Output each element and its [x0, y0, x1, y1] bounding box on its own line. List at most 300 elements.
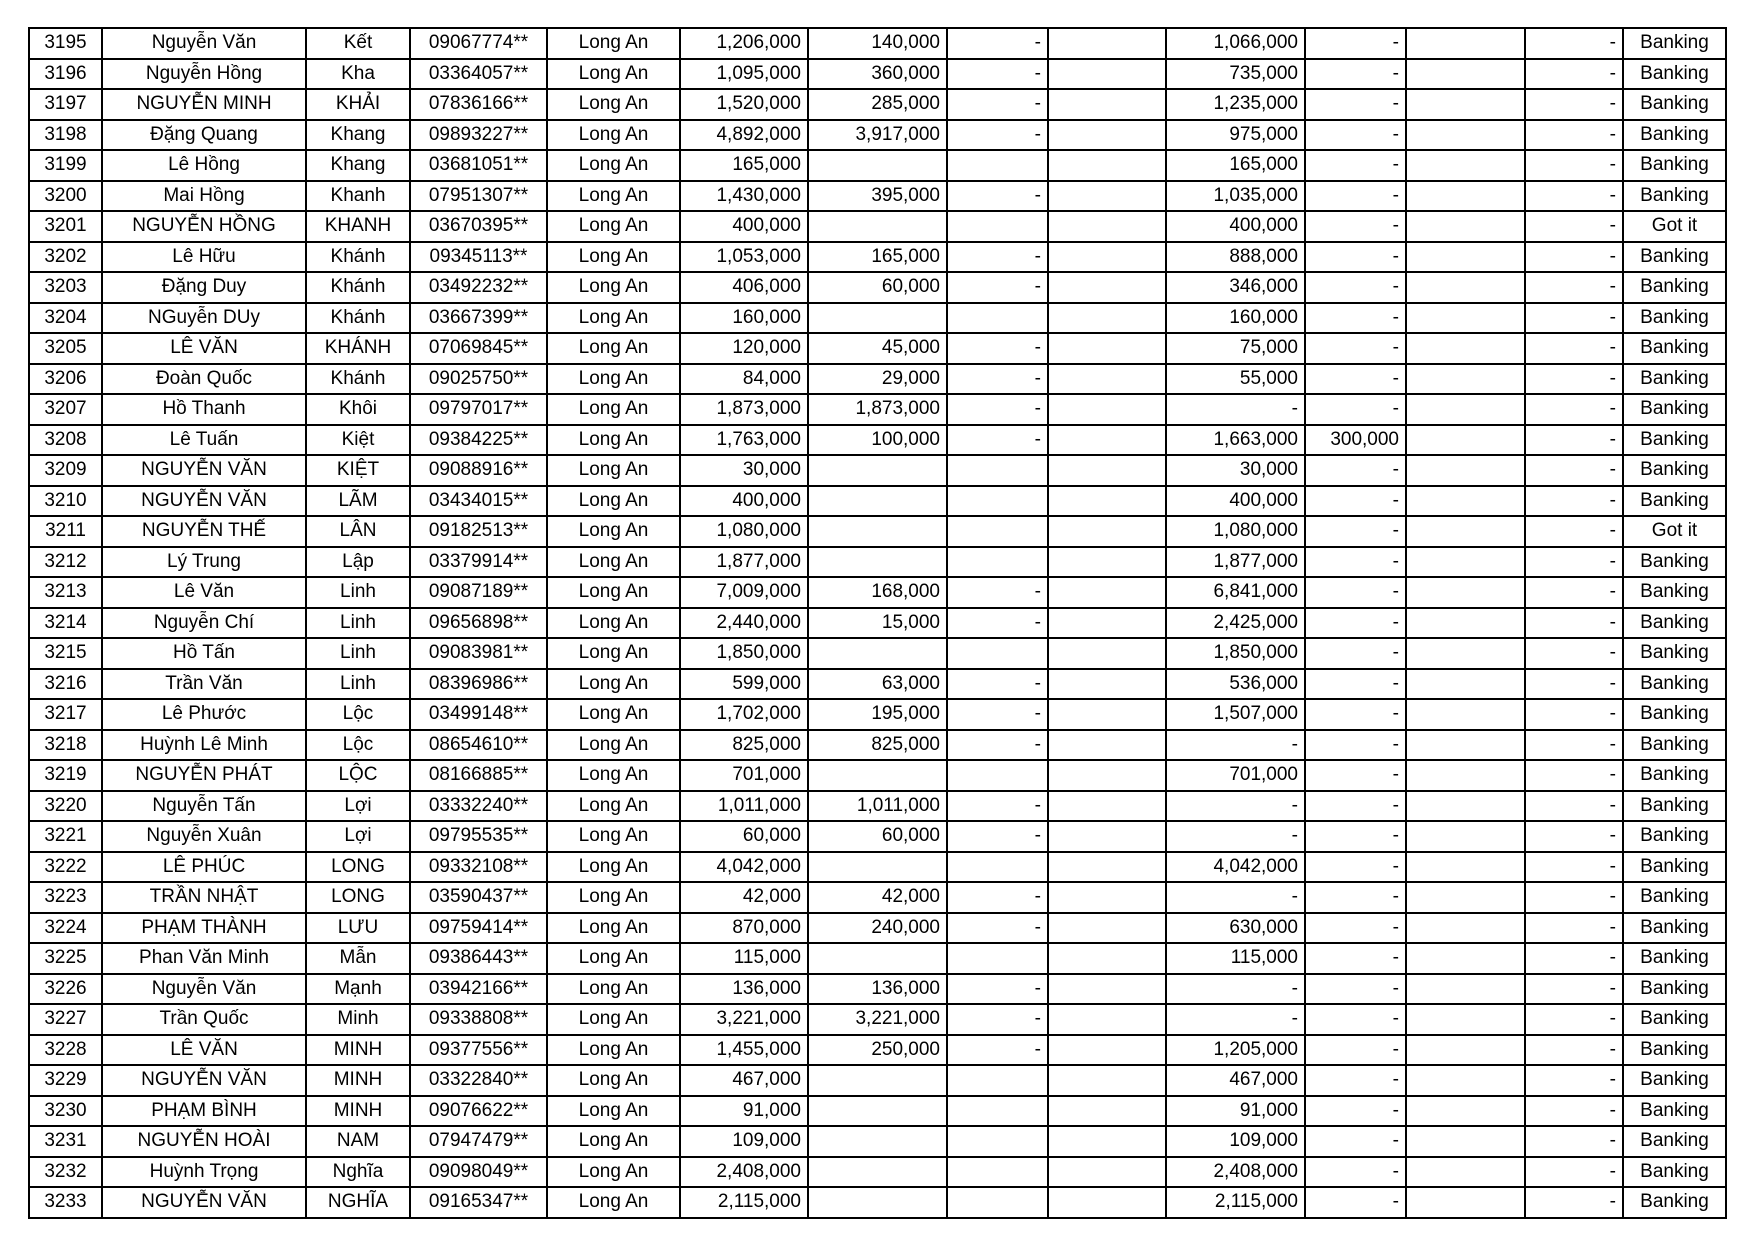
cell-total-amount: 84,000 — [680, 364, 808, 395]
cell-col-h: - — [947, 1004, 1048, 1035]
cell-col-h: - — [947, 1035, 1048, 1066]
cell-total-amount: 42,000 — [680, 882, 808, 913]
payment-table — [28, 27, 1727, 1219]
table-row — [29, 974, 1726, 1005]
cell-col-i — [1048, 638, 1166, 669]
table-row — [29, 547, 1726, 578]
cell-deducted-amount — [808, 516, 947, 547]
cell-col-h: - — [947, 28, 1048, 59]
cell-deducted-amount: 140,000 — [808, 28, 947, 59]
cell-col-m: - — [1525, 272, 1623, 303]
cell-first-name: LONG — [306, 852, 410, 883]
cell-first-name: Linh — [306, 669, 410, 700]
cell-last-middle-name: Nguyễn Chí — [102, 608, 306, 639]
cell-col-m: - — [1525, 28, 1623, 59]
cell-col-i — [1048, 150, 1166, 181]
cell-first-name: MINH — [306, 1065, 410, 1096]
cell-extra-amount: - — [1305, 882, 1406, 913]
table-row — [29, 120, 1726, 151]
cell-total-amount: 400,000 — [680, 211, 808, 242]
cell-row-number: 3213 — [29, 577, 102, 608]
cell-payment-method: Banking — [1623, 608, 1726, 639]
cell-col-m: - — [1525, 1004, 1623, 1035]
cell-col-i — [1048, 547, 1166, 578]
cell-deducted-amount — [808, 1157, 947, 1188]
cell-col-m: - — [1525, 669, 1623, 700]
cell-last-middle-name: Nguyễn Tấn — [102, 791, 306, 822]
cell-col-i — [1048, 730, 1166, 761]
cell-col-h: - — [947, 272, 1048, 303]
table-row — [29, 638, 1726, 669]
table-row — [29, 89, 1726, 120]
cell-deducted-amount: 168,000 — [808, 577, 947, 608]
cell-phone-number: 09795535** — [410, 821, 547, 852]
table-row — [29, 455, 1726, 486]
cell-row-number: 3221 — [29, 821, 102, 852]
cell-deducted-amount — [808, 852, 947, 883]
cell-phone-number: 03590437** — [410, 882, 547, 913]
cell-province: Long An — [547, 272, 680, 303]
cell-first-name: Lợi — [306, 821, 410, 852]
cell-col-l — [1406, 28, 1525, 59]
cell-first-name: Linh — [306, 638, 410, 669]
cell-deducted-amount — [808, 943, 947, 974]
cell-col-m: - — [1525, 638, 1623, 669]
cell-payment-method: Banking — [1623, 1096, 1726, 1127]
cell-col-m: - — [1525, 730, 1623, 761]
cell-extra-amount: - — [1305, 547, 1406, 578]
cell-payment-method: Banking — [1623, 1065, 1726, 1096]
cell-payment-method: Banking — [1623, 1035, 1726, 1066]
cell-payment-method: Banking — [1623, 242, 1726, 273]
table-row — [29, 28, 1726, 59]
table-row — [29, 608, 1726, 639]
cell-province: Long An — [547, 516, 680, 547]
cell-total-amount: 120,000 — [680, 333, 808, 364]
table-row — [29, 516, 1726, 547]
cell-col-l — [1406, 1096, 1525, 1127]
cell-deducted-amount: 60,000 — [808, 821, 947, 852]
cell-deducted-amount: 60,000 — [808, 272, 947, 303]
cell-col-l — [1406, 669, 1525, 700]
table-row — [29, 1187, 1726, 1218]
cell-col-l — [1406, 852, 1525, 883]
cell-net-amount: 75,000 — [1166, 333, 1305, 364]
cell-col-m: - — [1525, 852, 1623, 883]
cell-col-h: - — [947, 577, 1048, 608]
cell-col-m: - — [1525, 455, 1623, 486]
cell-col-l — [1406, 699, 1525, 730]
cell-payment-method: Banking — [1623, 89, 1726, 120]
cell-first-name: Khánh — [306, 272, 410, 303]
cell-row-number: 3230 — [29, 1096, 102, 1127]
cell-total-amount: 1,702,000 — [680, 699, 808, 730]
cell-col-i — [1048, 455, 1166, 486]
cell-net-amount: 2,408,000 — [1166, 1157, 1305, 1188]
cell-extra-amount: - — [1305, 303, 1406, 334]
cell-col-m: - — [1525, 120, 1623, 151]
cell-province: Long An — [547, 455, 680, 486]
table-row — [29, 730, 1726, 761]
cell-last-middle-name: Huỳnh Lê Minh — [102, 730, 306, 761]
cell-deducted-amount — [808, 1065, 947, 1096]
cell-net-amount: 630,000 — [1166, 913, 1305, 944]
table-row — [29, 242, 1726, 273]
cell-phone-number: 09182513** — [410, 516, 547, 547]
cell-first-name: Nghĩa — [306, 1157, 410, 1188]
cell-col-m: - — [1525, 608, 1623, 639]
cell-first-name: Lộc — [306, 699, 410, 730]
cell-last-middle-name: Lê Hữu — [102, 242, 306, 273]
table-row — [29, 59, 1726, 90]
cell-extra-amount: - — [1305, 821, 1406, 852]
table-row — [29, 333, 1726, 364]
cell-col-l — [1406, 638, 1525, 669]
cell-row-number: 3214 — [29, 608, 102, 639]
cell-province: Long An — [547, 547, 680, 578]
cell-col-h — [947, 638, 1048, 669]
cell-total-amount: 115,000 — [680, 943, 808, 974]
cell-col-l — [1406, 913, 1525, 944]
cell-row-number: 3212 — [29, 547, 102, 578]
cell-net-amount: 6,841,000 — [1166, 577, 1305, 608]
cell-row-number: 3231 — [29, 1126, 102, 1157]
cell-deducted-amount: 250,000 — [808, 1035, 947, 1066]
cell-net-amount: 1,035,000 — [1166, 181, 1305, 212]
cell-row-number: 3222 — [29, 852, 102, 883]
cell-extra-amount: - — [1305, 1096, 1406, 1127]
cell-total-amount: 701,000 — [680, 760, 808, 791]
cell-deducted-amount: 29,000 — [808, 364, 947, 395]
cell-first-name: LỘC — [306, 760, 410, 791]
cell-net-amount: 701,000 — [1166, 760, 1305, 791]
cell-extra-amount: - — [1305, 364, 1406, 395]
cell-net-amount: 1,080,000 — [1166, 516, 1305, 547]
table-row — [29, 394, 1726, 425]
cell-phone-number: 08166885** — [410, 760, 547, 791]
cell-first-name: LÂN — [306, 516, 410, 547]
cell-col-m: - — [1525, 547, 1623, 578]
cell-first-name: KHÁNH — [306, 333, 410, 364]
cell-province: Long An — [547, 791, 680, 822]
cell-col-i — [1048, 333, 1166, 364]
cell-first-name: Lợi — [306, 791, 410, 822]
cell-payment-method: Banking — [1623, 760, 1726, 791]
cell-net-amount: - — [1166, 394, 1305, 425]
cell-phone-number: 09338808** — [410, 1004, 547, 1035]
cell-province: Long An — [547, 669, 680, 700]
cell-extra-amount: - — [1305, 150, 1406, 181]
cell-last-middle-name: Nguyễn Hồng — [102, 59, 306, 90]
cell-first-name: Khang — [306, 120, 410, 151]
cell-col-i — [1048, 28, 1166, 59]
cell-deducted-amount: 3,221,000 — [808, 1004, 947, 1035]
cell-last-middle-name: Lê Phước — [102, 699, 306, 730]
cell-phone-number: 08654610** — [410, 730, 547, 761]
cell-first-name: Linh — [306, 577, 410, 608]
cell-first-name: MINH — [306, 1035, 410, 1066]
cell-col-i — [1048, 943, 1166, 974]
cell-deducted-amount — [808, 1187, 947, 1218]
table-row — [29, 425, 1726, 456]
cell-col-i — [1048, 1096, 1166, 1127]
cell-col-i — [1048, 1004, 1166, 1035]
cell-col-l — [1406, 1187, 1525, 1218]
cell-row-number: 3206 — [29, 364, 102, 395]
cell-extra-amount: - — [1305, 333, 1406, 364]
cell-total-amount: 599,000 — [680, 669, 808, 700]
cell-col-h — [947, 486, 1048, 517]
cell-extra-amount: - — [1305, 516, 1406, 547]
cell-deducted-amount: 15,000 — [808, 608, 947, 639]
table-row — [29, 943, 1726, 974]
cell-province: Long An — [547, 394, 680, 425]
cell-deducted-amount — [808, 486, 947, 517]
cell-total-amount: 2,408,000 — [680, 1157, 808, 1188]
cell-extra-amount: - — [1305, 89, 1406, 120]
cell-first-name: KHANH — [306, 211, 410, 242]
cell-row-number: 3224 — [29, 913, 102, 944]
cell-payment-method: Banking — [1623, 59, 1726, 90]
cell-col-h: - — [947, 242, 1048, 273]
cell-last-middle-name: Hồ Tấn — [102, 638, 306, 669]
cell-net-amount: 400,000 — [1166, 211, 1305, 242]
cell-col-h: - — [947, 791, 1048, 822]
cell-payment-method: Banking — [1623, 303, 1726, 334]
cell-col-l — [1406, 89, 1525, 120]
table-row — [29, 669, 1726, 700]
cell-province: Long An — [547, 1035, 680, 1066]
cell-last-middle-name: Lê Văn — [102, 577, 306, 608]
table-row — [29, 303, 1726, 334]
cell-col-i — [1048, 242, 1166, 273]
cell-col-m: - — [1525, 1035, 1623, 1066]
cell-col-l — [1406, 516, 1525, 547]
cell-extra-amount: - — [1305, 181, 1406, 212]
cell-payment-method: Banking — [1623, 272, 1726, 303]
cell-first-name: Kết — [306, 28, 410, 59]
cell-phone-number: 07951307** — [410, 181, 547, 212]
cell-col-i — [1048, 760, 1166, 791]
cell-province: Long An — [547, 364, 680, 395]
cell-first-name: Khanh — [306, 181, 410, 212]
cell-deducted-amount — [808, 1126, 947, 1157]
cell-total-amount: 1,455,000 — [680, 1035, 808, 1066]
cell-net-amount: - — [1166, 791, 1305, 822]
cell-deducted-amount: 165,000 — [808, 242, 947, 273]
cell-last-middle-name: Nguyễn Văn — [102, 28, 306, 59]
cell-col-h: - — [947, 394, 1048, 425]
cell-phone-number: 03670395** — [410, 211, 547, 242]
cell-col-i — [1048, 577, 1166, 608]
cell-last-middle-name: TRẦN NHẬT — [102, 882, 306, 913]
cell-phone-number: 09797017** — [410, 394, 547, 425]
cell-first-name: KIỆT — [306, 455, 410, 486]
cell-deducted-amount: 825,000 — [808, 730, 947, 761]
cell-extra-amount: - — [1305, 242, 1406, 273]
cell-row-number: 3209 — [29, 455, 102, 486]
cell-col-h: - — [947, 669, 1048, 700]
cell-col-m: - — [1525, 943, 1623, 974]
cell-row-number: 3233 — [29, 1187, 102, 1218]
cell-col-i — [1048, 699, 1166, 730]
cell-row-number: 3215 — [29, 638, 102, 669]
cell-net-amount: 55,000 — [1166, 364, 1305, 395]
cell-first-name: Mẫn — [306, 943, 410, 974]
table-row — [29, 486, 1726, 517]
cell-col-l — [1406, 1157, 1525, 1188]
cell-col-h — [947, 1157, 1048, 1188]
cell-col-i — [1048, 272, 1166, 303]
cell-col-m: - — [1525, 821, 1623, 852]
cell-phone-number: 03681051** — [410, 150, 547, 181]
cell-col-m: - — [1525, 242, 1623, 273]
cell-col-i — [1048, 608, 1166, 639]
cell-col-m: - — [1525, 181, 1623, 212]
cell-col-i — [1048, 120, 1166, 151]
cell-phone-number: 09098049** — [410, 1157, 547, 1188]
cell-phone-number: 03492232** — [410, 272, 547, 303]
cell-phone-number: 09656898** — [410, 608, 547, 639]
cell-extra-amount: - — [1305, 669, 1406, 700]
table-body — [29, 28, 1726, 1218]
cell-total-amount: 165,000 — [680, 150, 808, 181]
cell-row-number: 3205 — [29, 333, 102, 364]
cell-deducted-amount: 3,917,000 — [808, 120, 947, 151]
cell-col-l — [1406, 943, 1525, 974]
cell-province: Long An — [547, 1187, 680, 1218]
cell-row-number: 3200 — [29, 181, 102, 212]
cell-first-name: MINH — [306, 1096, 410, 1127]
table-row — [29, 699, 1726, 730]
cell-province: Long An — [547, 486, 680, 517]
cell-extra-amount: 300,000 — [1305, 425, 1406, 456]
cell-deducted-amount — [808, 303, 947, 334]
cell-payment-method: Banking — [1623, 699, 1726, 730]
cell-first-name: LÃM — [306, 486, 410, 517]
cell-col-m: - — [1525, 150, 1623, 181]
cell-province: Long An — [547, 303, 680, 334]
cell-province: Long An — [547, 59, 680, 90]
cell-col-i — [1048, 425, 1166, 456]
cell-phone-number: 09025750** — [410, 364, 547, 395]
cell-phone-number: 09386443** — [410, 943, 547, 974]
cell-total-amount: 400,000 — [680, 486, 808, 517]
cell-province: Long An — [547, 181, 680, 212]
cell-row-number: 3219 — [29, 760, 102, 791]
cell-province: Long An — [547, 913, 680, 944]
cell-total-amount: 1,850,000 — [680, 638, 808, 669]
cell-phone-number: 09384225** — [410, 425, 547, 456]
cell-net-amount: 400,000 — [1166, 486, 1305, 517]
cell-first-name: LONG — [306, 882, 410, 913]
cell-total-amount: 467,000 — [680, 1065, 808, 1096]
cell-col-l — [1406, 1035, 1525, 1066]
cell-phone-number: 09067774** — [410, 28, 547, 59]
cell-payment-method: Banking — [1623, 1157, 1726, 1188]
cell-deducted-amount — [808, 547, 947, 578]
cell-col-i — [1048, 303, 1166, 334]
cell-last-middle-name: NGUYỄN THẾ — [102, 516, 306, 547]
cell-col-i — [1048, 791, 1166, 822]
cell-extra-amount: - — [1305, 455, 1406, 486]
cell-phone-number: 03434015** — [410, 486, 547, 517]
cell-last-middle-name: Trần Văn — [102, 669, 306, 700]
cell-col-m: - — [1525, 699, 1623, 730]
cell-province: Long An — [547, 638, 680, 669]
cell-col-m: - — [1525, 1096, 1623, 1127]
cell-deducted-amount: 100,000 — [808, 425, 947, 456]
cell-col-m: - — [1525, 1157, 1623, 1188]
cell-extra-amount: - — [1305, 913, 1406, 944]
cell-total-amount: 1,080,000 — [680, 516, 808, 547]
cell-total-amount: 1,011,000 — [680, 791, 808, 822]
cell-col-i — [1048, 89, 1166, 120]
table-row — [29, 1004, 1726, 1035]
cell-payment-method: Banking — [1623, 638, 1726, 669]
cell-last-middle-name: Đặng Quang — [102, 120, 306, 151]
cell-payment-method: Banking — [1623, 943, 1726, 974]
cell-row-number: 3203 — [29, 272, 102, 303]
cell-province: Long An — [547, 242, 680, 273]
cell-last-middle-name: Đoàn Quốc — [102, 364, 306, 395]
cell-net-amount: 467,000 — [1166, 1065, 1305, 1096]
cell-deducted-amount — [808, 211, 947, 242]
cell-net-amount: 536,000 — [1166, 669, 1305, 700]
table-row — [29, 181, 1726, 212]
cell-first-name: Khôi — [306, 394, 410, 425]
cell-first-name: Lộc — [306, 730, 410, 761]
cell-row-number: 3218 — [29, 730, 102, 761]
cell-col-i — [1048, 821, 1166, 852]
cell-col-l — [1406, 547, 1525, 578]
cell-net-amount: - — [1166, 974, 1305, 1005]
cell-deducted-amount: 195,000 — [808, 699, 947, 730]
cell-net-amount: 1,877,000 — [1166, 547, 1305, 578]
cell-extra-amount: - — [1305, 394, 1406, 425]
cell-phone-number: 09087189** — [410, 577, 547, 608]
cell-extra-amount: - — [1305, 1126, 1406, 1157]
cell-col-m: - — [1525, 303, 1623, 334]
cell-deducted-amount — [808, 455, 947, 486]
cell-province: Long An — [547, 852, 680, 883]
cell-net-amount: 91,000 — [1166, 1096, 1305, 1127]
cell-payment-method: Banking — [1623, 791, 1726, 822]
cell-extra-amount: - — [1305, 760, 1406, 791]
table-row — [29, 1126, 1726, 1157]
cell-net-amount: 735,000 — [1166, 59, 1305, 90]
cell-total-amount: 30,000 — [680, 455, 808, 486]
cell-row-number: 3202 — [29, 242, 102, 273]
cell-col-l — [1406, 59, 1525, 90]
cell-extra-amount: - — [1305, 1035, 1406, 1066]
cell-last-middle-name: Đặng Duy — [102, 272, 306, 303]
cell-phone-number: 09088916** — [410, 455, 547, 486]
cell-payment-method: Banking — [1623, 28, 1726, 59]
cell-row-number: 3229 — [29, 1065, 102, 1096]
cell-province: Long An — [547, 608, 680, 639]
cell-deducted-amount — [808, 1096, 947, 1127]
cell-net-amount: 4,042,000 — [1166, 852, 1305, 883]
cell-total-amount: 1,873,000 — [680, 394, 808, 425]
cell-province: Long An — [547, 974, 680, 1005]
cell-deducted-amount: 136,000 — [808, 974, 947, 1005]
cell-phone-number: 09377556** — [410, 1035, 547, 1066]
cell-phone-number: 09759414** — [410, 913, 547, 944]
cell-col-l — [1406, 364, 1525, 395]
cell-deducted-amount: 1,011,000 — [808, 791, 947, 822]
cell-col-i — [1048, 516, 1166, 547]
